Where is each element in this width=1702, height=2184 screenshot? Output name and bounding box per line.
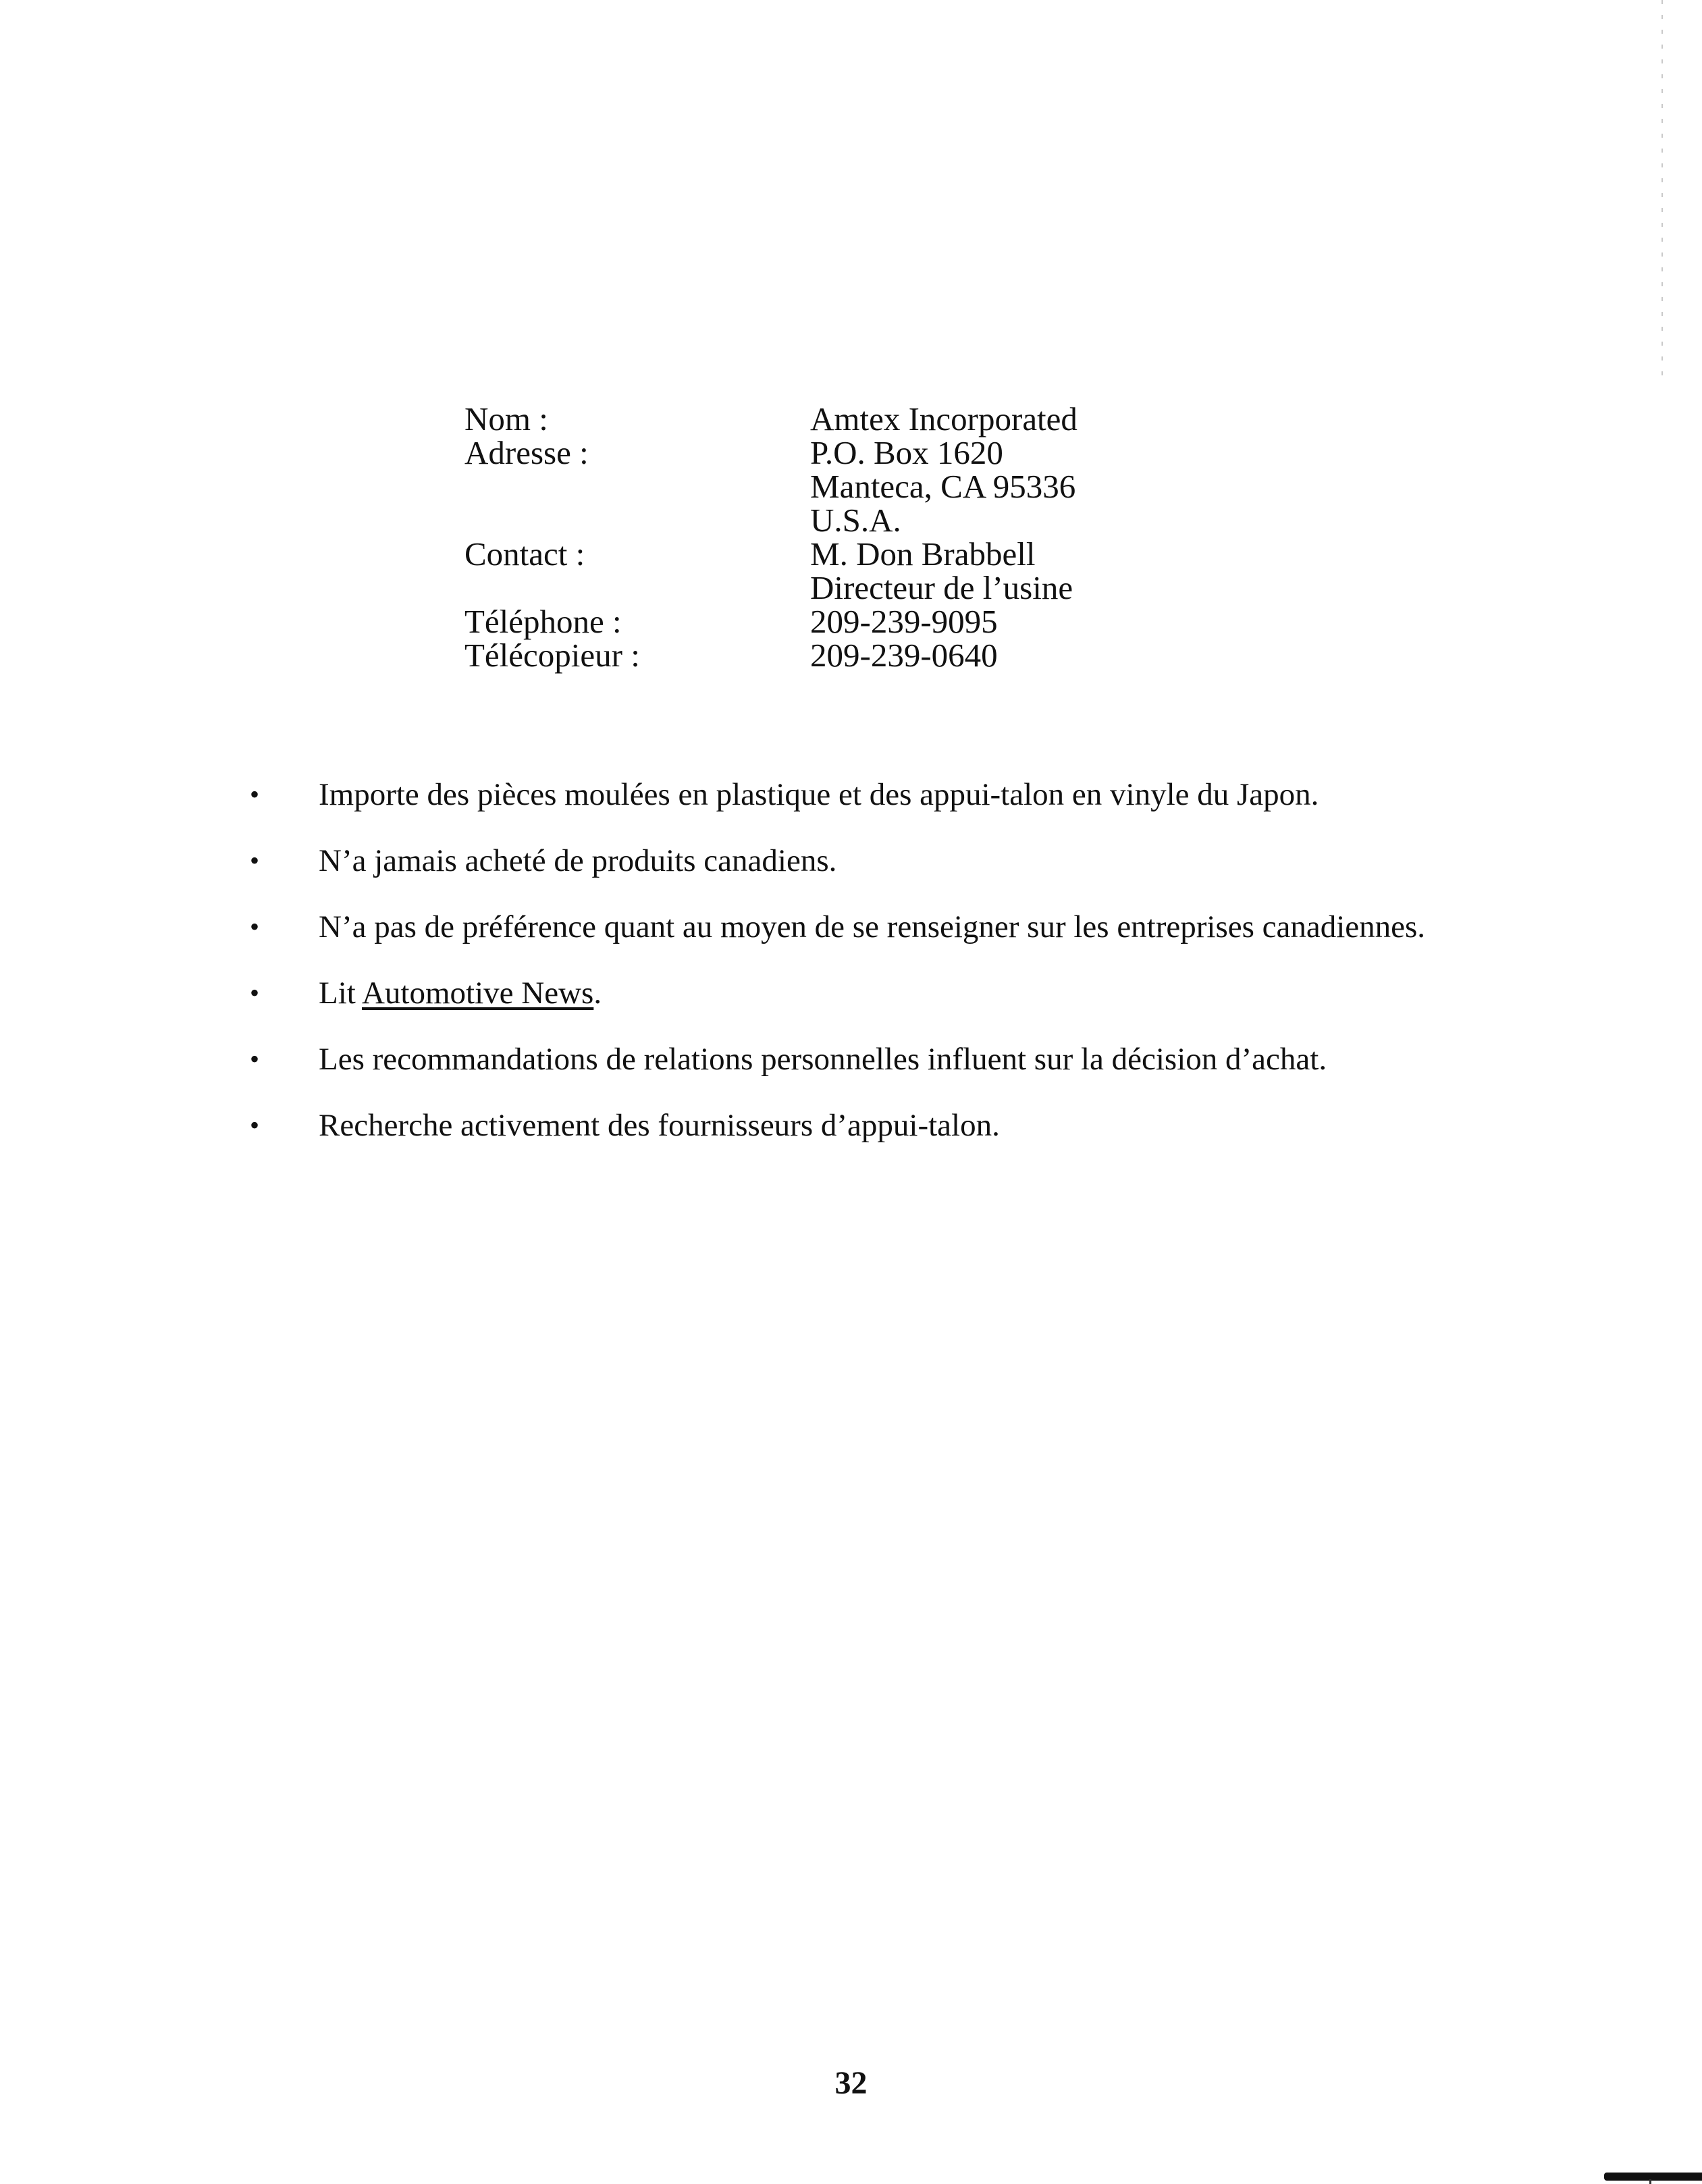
contact-value: U.S.A. — [810, 502, 901, 539]
bullet-icon: • — [250, 779, 260, 809]
publication-title: Automotive News — [361, 976, 594, 1011]
bullet-item — [250, 771, 1668, 837]
contact-label: Télécopieur : — [464, 637, 640, 674]
contact-value: Amtex Incorporated — [810, 400, 1078, 437]
contact-value: Directeur de l’usine — [810, 569, 1073, 606]
scan-edge-mark — [1661, 0, 1663, 378]
contact-label: Adresse : — [464, 434, 589, 471]
bullet-icon: • — [250, 1044, 260, 1074]
contact-values — [810, 436, 1075, 537]
bullet-item — [250, 1036, 1668, 1102]
contact-row-name — [464, 402, 1275, 436]
bullet-text: N’a jamais acheté de produits canadiens. — [319, 843, 837, 878]
contact-label: Nom : — [464, 400, 548, 437]
contact-values — [810, 402, 1078, 436]
contact-label: Téléphone : — [464, 603, 622, 640]
bullet-icon: • — [250, 978, 260, 1008]
contact-values — [810, 605, 998, 639]
bullet-text: Recherche activement des fournisseurs d’appui-talon. — [319, 1108, 1000, 1143]
contact-values — [810, 537, 1073, 605]
contact-value: M. Don Brabbell — [810, 535, 1036, 572]
contact-values — [810, 639, 998, 672]
bullet-icon: • — [250, 911, 260, 942]
contact-value: Manteca, CA 95336 — [810, 468, 1076, 505]
bullet-text-prefix: Lit — [319, 976, 362, 1011]
bullet-item — [250, 969, 1668, 1036]
bullet-item — [250, 837, 1668, 903]
bullet-text: Importe des pièces moulées en plastique et des appui-talon en vinyle du Japon. — [319, 777, 1319, 812]
contact-label: Contact : — [464, 535, 585, 572]
bullet-text-suffix: . — [593, 976, 602, 1011]
contact-value: 209-239-0640 — [810, 637, 998, 674]
scan-corner-mark — [1604, 2173, 1702, 2181]
bullet-text: Les recommandations de relations personnelles influent sur la décision d’achat. — [319, 1042, 1327, 1077]
bullet-list — [250, 771, 1668, 1168]
contact-block — [464, 402, 1275, 672]
bullet-item — [250, 903, 1668, 969]
bullet-text — [319, 969, 602, 1017]
bullet-text: N’a pas de préférence quant au moyen de se renseigner sur les entreprises canadiennes. — [319, 909, 1426, 944]
bullet-icon: • — [250, 845, 260, 876]
contact-row-contact — [464, 537, 1275, 605]
page-number: 32 — [834, 2065, 868, 2101]
contact-row-fax — [464, 639, 1275, 672]
scan-tick-mark — [1649, 2179, 1651, 2184]
contact-row-telephone — [464, 605, 1275, 639]
contact-row-address — [464, 436, 1275, 537]
contact-value: P.O. Box 1620 — [810, 434, 1003, 471]
bullet-item — [250, 1102, 1668, 1168]
bullet-icon: • — [250, 1110, 260, 1140]
contact-value: 209-239-9095 — [810, 603, 998, 640]
